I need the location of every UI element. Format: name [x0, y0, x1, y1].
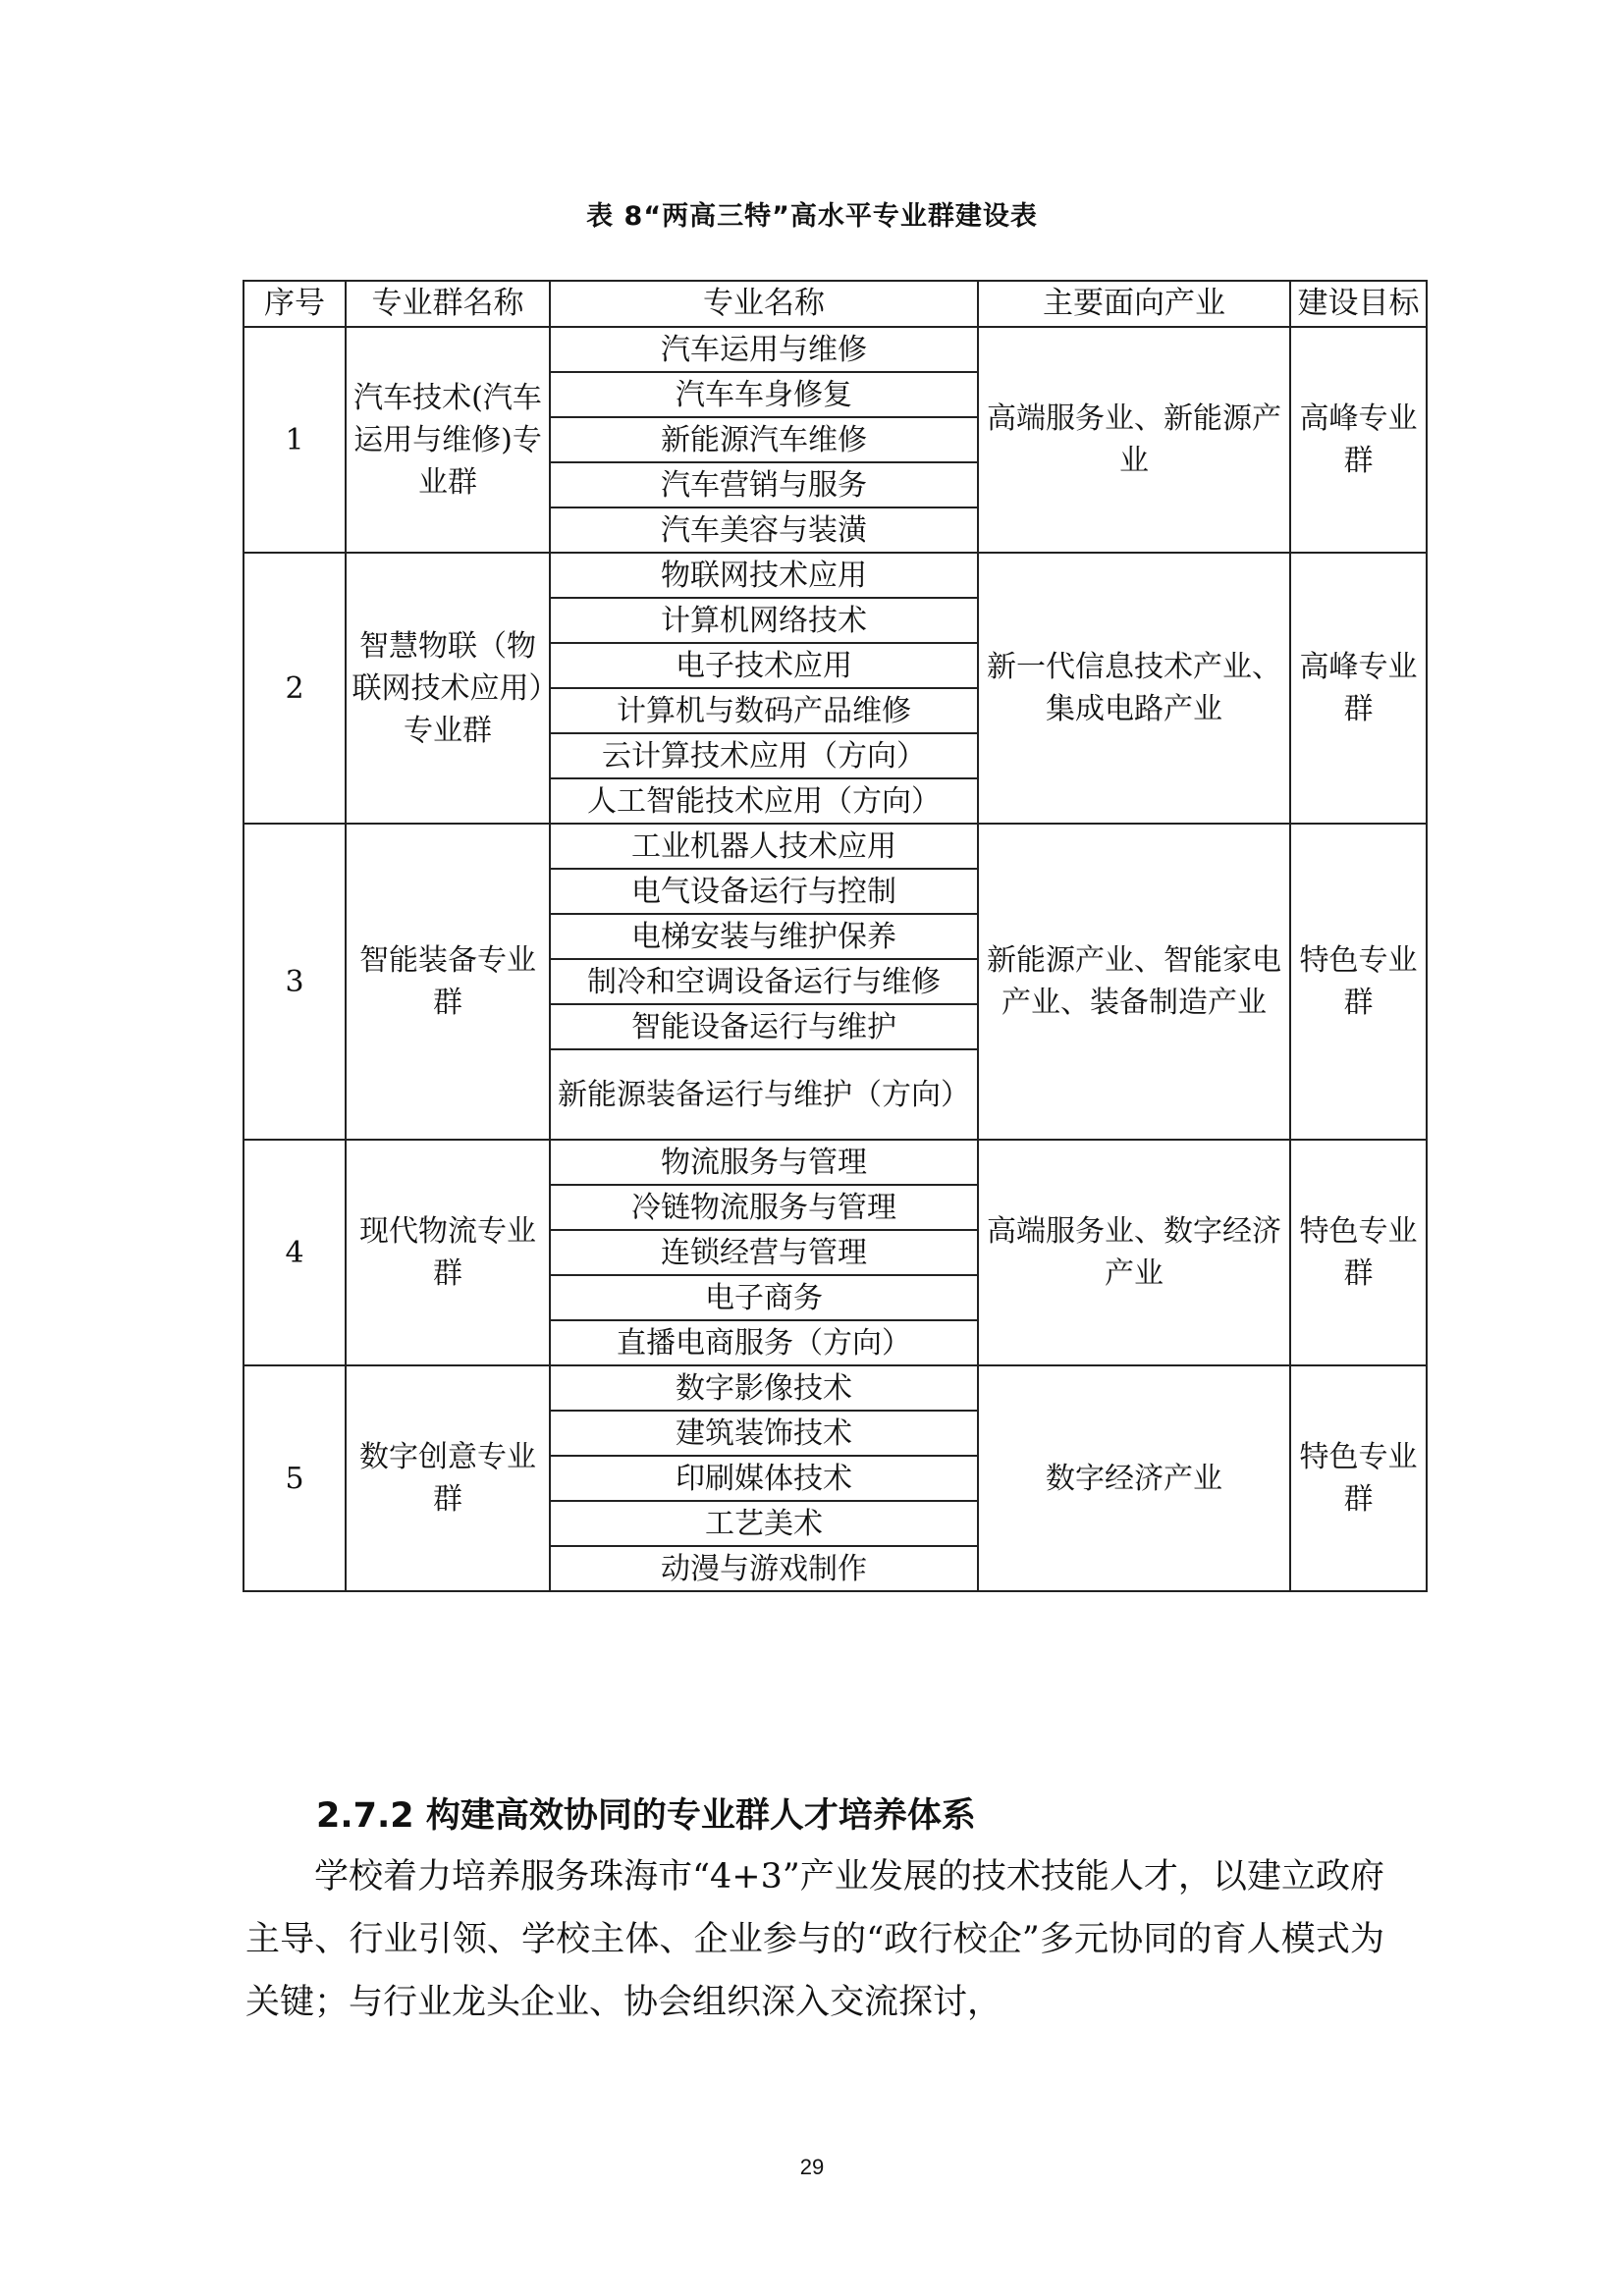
- table-row: [244, 327, 1427, 372]
- major-name: 电子技术应用: [550, 643, 978, 688]
- major-name: 计算机网络技术: [550, 598, 978, 643]
- section-heading: 2.7.2 构建高效协同的专业群人才培养体系: [316, 1796, 976, 1836]
- group-no: 5: [244, 1365, 346, 1591]
- major-name: 冷链物流服务与管理: [550, 1185, 978, 1230]
- header-group-name: 专业群名称: [346, 281, 550, 327]
- major-name: 物联网技术应用: [550, 553, 978, 598]
- specialty-group-table: [243, 280, 1428, 1592]
- table-row: [244, 553, 1427, 598]
- group-industry: 新一代信息技术产业、集成电路产业: [978, 553, 1290, 824]
- group-name: 现代物流专业群: [346, 1140, 550, 1365]
- group-industry: 数字经济产业: [978, 1365, 1290, 1591]
- group-no: 1: [244, 327, 346, 553]
- major-name: 新能源装备运行与维护（方向）: [550, 1049, 978, 1140]
- group-goal: 特色专业群: [1290, 824, 1427, 1140]
- major-name: 人工智能技术应用（方向）: [550, 778, 978, 824]
- header-major-name: 专业名称: [550, 281, 978, 327]
- header-no: 序号: [244, 281, 346, 327]
- group-goal: 特色专业群: [1290, 1140, 1427, 1365]
- group-goal: 高峰专业群: [1290, 327, 1427, 553]
- major-name: 电气设备运行与控制: [550, 869, 978, 914]
- table-header-row: [244, 281, 1427, 327]
- major-name: 汽车运用与维修: [550, 327, 978, 372]
- major-name: 建筑装饰技术: [550, 1411, 978, 1456]
- header-goal: 建设目标: [1290, 281, 1427, 327]
- header-industry: 主要面向产业: [978, 281, 1290, 327]
- group-name: 智能装备专业群: [346, 824, 550, 1140]
- major-name: 连锁经营与管理: [550, 1230, 978, 1275]
- group-name: 智慧物联（物联网技术应用）专业群: [346, 553, 550, 824]
- group-industry: 新能源产业、智能家电产业、装备制造产业: [978, 824, 1290, 1140]
- major-name: 计算机与数码产品维修: [550, 688, 978, 733]
- major-name: 电梯安装与维护保养: [550, 914, 978, 959]
- major-name: 直播电商服务（方向）: [550, 1320, 978, 1365]
- major-name: 汽车营销与服务: [550, 462, 978, 507]
- major-name: 物流服务与管理: [550, 1140, 978, 1185]
- table-caption: 表 8“两高三特”高水平专业群建设表: [586, 201, 1038, 232]
- table-row: [244, 1140, 1427, 1185]
- group-goal: 高峰专业群: [1290, 553, 1427, 824]
- major-name: 印刷媒体技术: [550, 1456, 978, 1501]
- major-name: 云计算技术应用（方向）: [550, 733, 978, 778]
- major-name: 工业机器人技术应用: [550, 824, 978, 869]
- major-name: 动漫与游戏制作: [550, 1546, 978, 1591]
- group-industry: 高端服务业、新能源产业: [978, 327, 1290, 553]
- body-paragraph: 学校着力培养服务珠海市“4+3”产业发展的技术技能人才，以建立政府主导、行业引领、学校主体、企业参与的“政行校企”多元协同的育人模式为关键；与行业龙头企业、协会组织深入交流探讨，: [245, 1857, 1384, 2022]
- group-no: 4: [244, 1140, 346, 1365]
- major-name: 智能设备运行与维护: [550, 1004, 978, 1049]
- major-name: 数字影像技术: [550, 1365, 978, 1411]
- major-name: 工艺美术: [550, 1501, 978, 1546]
- group-name: 数字创意专业群: [346, 1365, 550, 1591]
- major-name: 制冷和空调设备运行与维修: [550, 959, 978, 1004]
- table-row: [244, 824, 1427, 869]
- major-name: 电子商务: [550, 1275, 978, 1320]
- major-name: 汽车车身修复: [550, 372, 978, 417]
- group-industry: 高端服务业、数字经济产业: [978, 1140, 1290, 1365]
- group-goal: 特色专业群: [1290, 1365, 1427, 1591]
- group-name: 汽车技术(汽车运用与维修)专业群: [346, 327, 550, 553]
- group-no: 2: [244, 553, 346, 824]
- table-row: [244, 1365, 1427, 1411]
- major-name: 新能源汽车维修: [550, 417, 978, 462]
- group-no: 3: [244, 824, 346, 1140]
- page-number: 29: [799, 2155, 825, 2179]
- major-name: 汽车美容与装潢: [550, 507, 978, 553]
